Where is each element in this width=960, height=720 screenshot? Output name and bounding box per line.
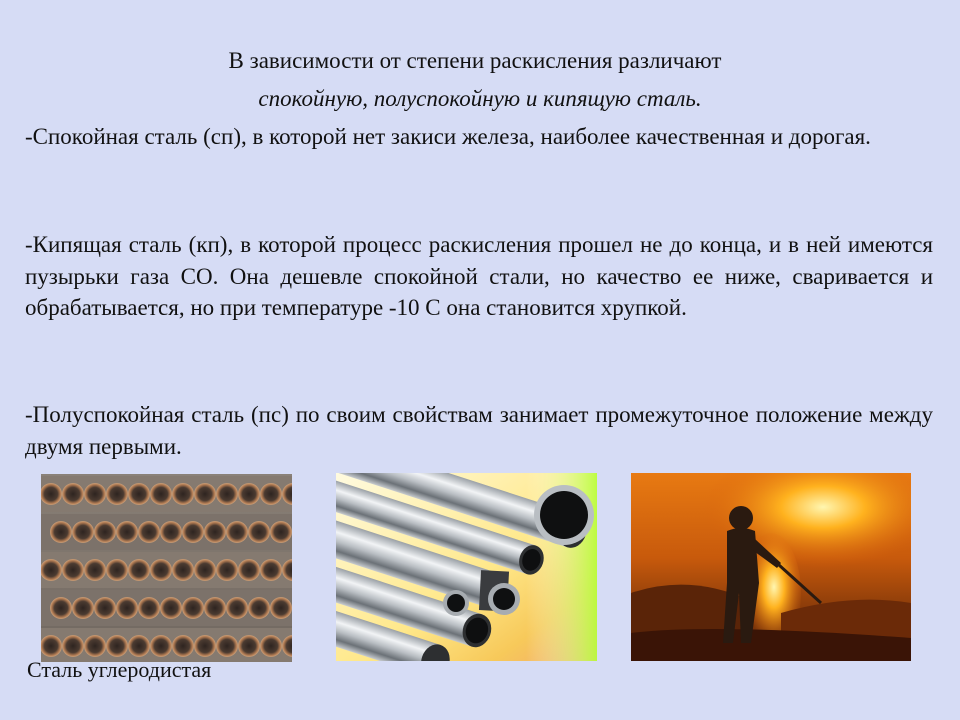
steelworker-furnace-photo (631, 473, 911, 661)
heading-line-1-text: В зависимости от степени раскисления различают (228, 48, 722, 73)
stacked-steel-pipes-photo (41, 474, 292, 662)
paragraph-boiling-steel: -Кипящая сталь (кп), в которой процесс раскисления прошел не до конца, и в ней имеются пузырьки газа CO. Она дешевле спокойной стали, но качество ее ниже, сваривается и обрабатывается, но при температуре -10 С она становится хрупкой. (25, 232, 933, 320)
steel-tubes-photo (336, 473, 597, 661)
paragraph-semi-calm-steel: -Полуспокойная сталь (пс) по своим свойствам занимает промежуточное положение между двумя первыми. (25, 402, 933, 459)
heading-line-2: спокойную, полуспокойную и кипящую сталь. (258, 86, 702, 111)
image-caption: Сталь углеродистая (27, 657, 212, 682)
heading-line-1 (0, 47, 960, 75)
paragraph-calm-steel: -Спокойная сталь (сп), в которой нет закиси железа, наиболее качественная и дорогая. (25, 124, 871, 149)
